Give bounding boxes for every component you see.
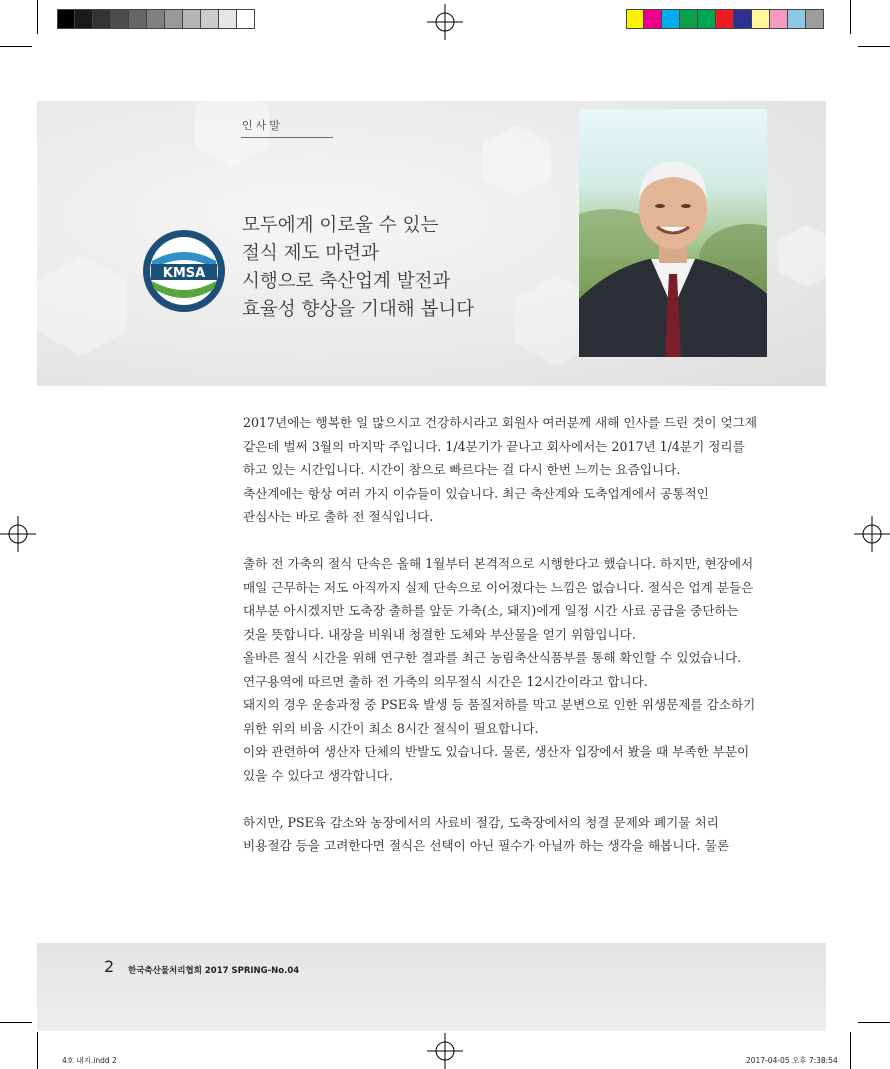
color-swatch — [680, 10, 698, 28]
body-line: 출하 전 가축의 절식 단속은 올해 1월부터 본격적으로 시행한다고 했습니다. 하지만, 현장에서 — [243, 556, 754, 571]
registration-mark-right — [854, 516, 890, 552]
color-swatch — [716, 10, 734, 28]
gray-swatch — [93, 10, 111, 28]
body-line: 2017년에는 행복한 일 많으시고 건강하시라고 회원사 여러분께 새해 인사를 드린 것이 엊그제 — [243, 415, 758, 430]
headline-line: 효율성 향상을 기대해 봅니다 — [242, 299, 475, 320]
gray-swatch — [129, 10, 147, 28]
headline-line: 모두에게 이로울 수 있는 — [242, 215, 439, 236]
hexagon-decoration — [477, 121, 557, 201]
gray-color-bar — [57, 9, 255, 29]
publication-title: 한국축산물처리협회 2017 SPRING-No.04 — [128, 966, 300, 976]
body-line: 연구용역에 따르면 출하 전 가축의 의무절식 시간은 12시간이라고 합니다. — [243, 673, 648, 689]
body-line: 돼지의 경우 운송과정 중 PSE육 발생 등 품질저하를 막고 분변으로 인한 위생문제를 감소하기 — [243, 697, 756, 712]
gray-swatch — [57, 10, 75, 28]
color-swatch — [806, 10, 824, 28]
registration-mark-bottom — [427, 1033, 463, 1069]
paragraph-gap — [243, 787, 783, 811]
print-timestamp: 2017-04-05 오후 7:38:54 — [746, 1056, 838, 1065]
gray-swatch — [147, 10, 165, 28]
registration-mark-top — [427, 4, 463, 40]
color-swatch — [752, 10, 770, 28]
hexagon-decoration — [187, 101, 277, 171]
body-line: 하지만, PSE육 감소와 농장에서의 사료비 절감, 도축장에서의 청결 문제와 폐기물 처리 — [243, 814, 719, 830]
registration-mark-left — [0, 516, 36, 552]
body-line: 대부분 아시겠지만 도축장 출하를 앞둔 가축(소, 돼지)에게 일정 시간 사료 공급을 중단하는 — [243, 603, 739, 618]
body-line: 축산계에는 항상 여러 가지 이슈들이 있습니다. 최근 축산계와 도축업계에서 공통적인 — [243, 485, 709, 501]
body-line: 것을 뜻합니다. 내장을 비워내 청결한 도체와 부산물을 얻기 위함입니다. — [243, 626, 636, 642]
page-number: 2 — [104, 957, 115, 976]
color-swatch — [626, 10, 644, 28]
body-line: 있을 수 있다고 생각합니다. — [243, 767, 393, 783]
hexagon-decoration — [772, 221, 826, 291]
headline-line: 절식 제도 마련과 — [242, 243, 379, 264]
body-line: 올바른 절식 시간을 위해 연구한 결과를 최근 농림축산식품부를 통해 확인할 수 있었습니다. — [243, 650, 742, 665]
color-swatch — [734, 10, 752, 28]
file-slug: 4호 내지.indd 2 — [62, 1056, 117, 1065]
body-line: 비용절감 등을 고려한다면 절식은 선택이 아닌 필수가 아닐까 하는 생각을 해봅니다. 물론 — [243, 838, 729, 853]
president-portrait — [579, 109, 767, 357]
section-divider — [241, 137, 333, 138]
headline-line: 시행으로 축산업계 발전과 — [242, 271, 451, 292]
color-swatch — [788, 10, 806, 28]
color-swatch — [644, 10, 662, 28]
body-line: 매일 근무하는 저도 아직까지 실제 단속으로 이어졌다는 느낌은 없습니다. 절식은 업계 분들은 — [243, 579, 754, 595]
body-line: 하고 있는 시간입니다. 시간이 참으로 빠르다는 걸 다시 한번 느끼는 요즘입니다. — [243, 462, 681, 477]
gray-swatch — [237, 10, 255, 28]
hexagon-decoration — [37, 251, 137, 361]
body-line: 같은데 벌써 3월의 마지막 주입니다. 1/4분기가 끝나고 회사에서는 2017년 1/4분기 정리를 — [243, 438, 745, 454]
body-line: 관심사는 바로 출하 전 절식입니다. — [243, 509, 434, 524]
gray-swatch — [75, 10, 93, 28]
color-swatch — [770, 10, 788, 28]
gray-swatch — [201, 10, 219, 28]
footer-band — [37, 943, 826, 1031]
gray-swatch — [165, 10, 183, 28]
gray-swatch — [219, 10, 237, 28]
gray-swatch — [111, 10, 129, 28]
kmsa-logo — [142, 229, 226, 313]
body-line: 이와 관련하여 생산자 단체의 반발도 있습니다. 물론, 생산자 입장에서 봤을 때 부족한 부분이 — [243, 744, 750, 759]
color-swatch — [662, 10, 680, 28]
headline — [242, 212, 562, 324]
cmyk-color-bar — [626, 9, 824, 29]
logo-wordmark: KMSA — [162, 266, 206, 281]
logo-since: SINCE 1993 — [170, 300, 198, 305]
paragraph-gap — [243, 529, 783, 553]
body-line: 위한 위의 비움 시간이 최소 8시간 절식이 필요합니다. — [243, 720, 539, 736]
gray-swatch — [183, 10, 201, 28]
article-body — [243, 411, 783, 858]
color-swatch — [698, 10, 716, 28]
section-label: 인사말 — [242, 119, 283, 132]
